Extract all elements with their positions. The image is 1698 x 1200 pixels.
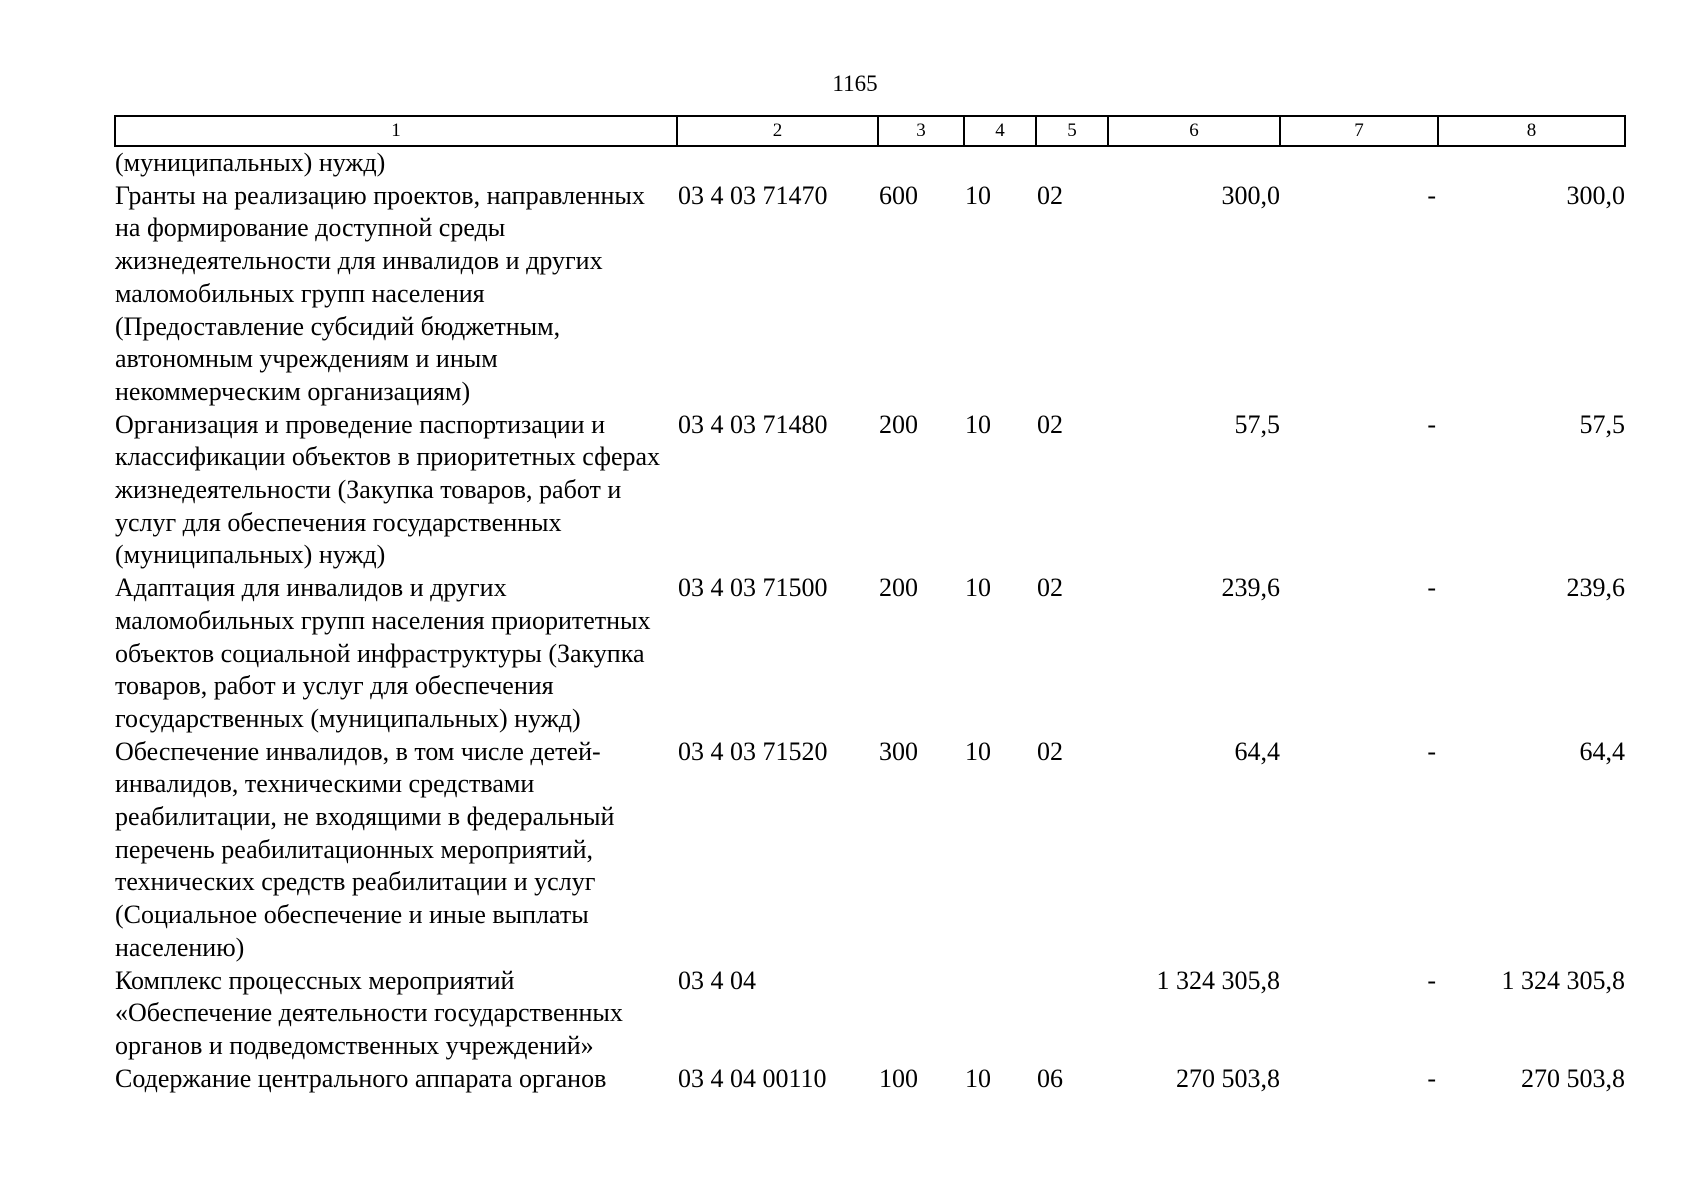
table-row <box>115 965 1625 1063</box>
row-subsection: 02 <box>1037 573 1063 603</box>
row-name: Гранты на реализацию проектов, направленных на формирование доступной среды жизнедеятельности для инвалидов и других маломобильных групп населения (Предоставление субсидий бюджетным, автономным учреждениям и иным некоммерческим организациям) <box>115 180 645 406</box>
column-header-1: 1 <box>115 116 677 146</box>
budget-table <box>114 115 1626 1095</box>
row-target-code <box>677 146 878 180</box>
row-expense-type: 100 <box>879 1063 918 1093</box>
row-section: 10 <box>965 736 991 766</box>
row-target-code: 03 4 03 71480 <box>678 409 828 439</box>
table-row <box>115 146 1625 180</box>
page-number: 1165 <box>832 71 878 96</box>
table-row <box>115 736 1625 965</box>
row-expense-type: 200 <box>879 573 918 603</box>
row-amount-regional: 270 503,8 <box>1521 1063 1625 1093</box>
row-target-code: 03 4 04 00110 <box>678 1063 827 1093</box>
row-subsection: 02 <box>1037 409 1063 439</box>
row-amount-federal: - <box>1427 965 1436 995</box>
row-section <box>964 146 1036 180</box>
row-amount-total: 57,5 <box>1234 409 1280 439</box>
row-amount-regional: 57,5 <box>1579 409 1625 439</box>
table-header <box>115 116 1625 146</box>
row-subsection: 02 <box>1037 736 1063 766</box>
row-amount-regional: 300,0 <box>1566 180 1625 210</box>
column-header-6: 6 <box>1108 116 1280 146</box>
row-section: 10 <box>965 180 991 210</box>
row-amount-federal: - <box>1427 573 1436 603</box>
row-name: Комплекс процессных мероприятий «Обеспечение деятельности государственных органов и подведомственных учреждений» <box>115 965 623 1060</box>
row-amount-total: 300,0 <box>1221 180 1280 210</box>
row-name: Обеспечение инвалидов, в том числе детей-инвалидов, техническими средствами реабилитации, не входящими в федеральный перечень реабилитационных мероприятий, технических средств реабилитации и услуг (Социальное обеспечение и иные выплаты населению) <box>115 736 615 962</box>
table-row <box>115 409 1625 573</box>
column-header-2: 2 <box>677 116 878 146</box>
row-amount-total <box>1108 146 1280 180</box>
row-amount-total: 270 503,8 <box>1176 1063 1280 1093</box>
row-name: Содержание центрального аппарата органов <box>115 1063 607 1093</box>
row-amount-total: 1 324 305,8 <box>1156 965 1280 995</box>
row-amount-total: 239,6 <box>1221 573 1280 603</box>
row-section: 10 <box>965 1063 991 1093</box>
table-row <box>115 180 1625 409</box>
column-header-8: 8 <box>1438 116 1625 146</box>
header-row <box>115 116 1625 146</box>
row-section <box>964 965 1036 1063</box>
row-subsection: 06 <box>1037 1063 1063 1093</box>
row-amount-regional: 239,6 <box>1566 573 1625 603</box>
row-subsection <box>1036 965 1108 1063</box>
column-header-5: 5 <box>1036 116 1108 146</box>
row-target-code: 03 4 03 71520 <box>678 736 828 766</box>
row-amount-federal: - <box>1427 736 1436 766</box>
row-name: Адаптация для инвалидов и других маломобильных групп населения приоритетных объектов социальной инфраструктуры (Закупка товаров, работ и услуг для обеспечения государственных (муниципальных) нужд) <box>115 573 651 733</box>
row-amount-total: 64,4 <box>1234 736 1280 766</box>
column-header-7: 7 <box>1280 116 1438 146</box>
row-target-code: 03 4 03 71470 <box>678 180 828 210</box>
column-header-3: 3 <box>878 116 964 146</box>
row-expense-type <box>878 146 964 180</box>
row-amount-federal: - <box>1427 180 1436 210</box>
row-name: (муниципальных) нужд) <box>115 148 386 177</box>
row-amount-regional <box>1438 146 1625 180</box>
row-subsection: 02 <box>1037 180 1063 210</box>
row-section: 10 <box>965 409 991 439</box>
row-expense-type: 600 <box>879 180 918 210</box>
table-row <box>115 572 1625 736</box>
row-target-code: 03 4 04 <box>678 965 756 995</box>
row-amount-federal <box>1280 146 1438 180</box>
table-body <box>115 146 1625 1095</box>
column-header-4: 4 <box>964 116 1036 146</box>
row-amount-regional: 1 324 305,8 <box>1501 965 1625 995</box>
row-target-code: 03 4 03 71500 <box>678 573 828 603</box>
row-subsection <box>1036 146 1108 180</box>
row-section: 10 <box>965 573 991 603</box>
row-name: Организация и проведение паспортизации и классификации объектов в приоритетных сферах жизнедеятельности (Закупка товаров, работ и услуг для обеспечения государственных (муниципальных) нужд) <box>115 409 661 570</box>
row-expense-type: 300 <box>879 736 918 766</box>
row-expense-type: 200 <box>879 409 918 439</box>
table-row <box>115 1063 1625 1096</box>
row-amount-federal: - <box>1427 409 1436 439</box>
row-amount-federal: - <box>1427 1063 1436 1093</box>
row-amount-regional: 64,4 <box>1579 736 1625 766</box>
row-expense-type <box>878 965 964 1063</box>
